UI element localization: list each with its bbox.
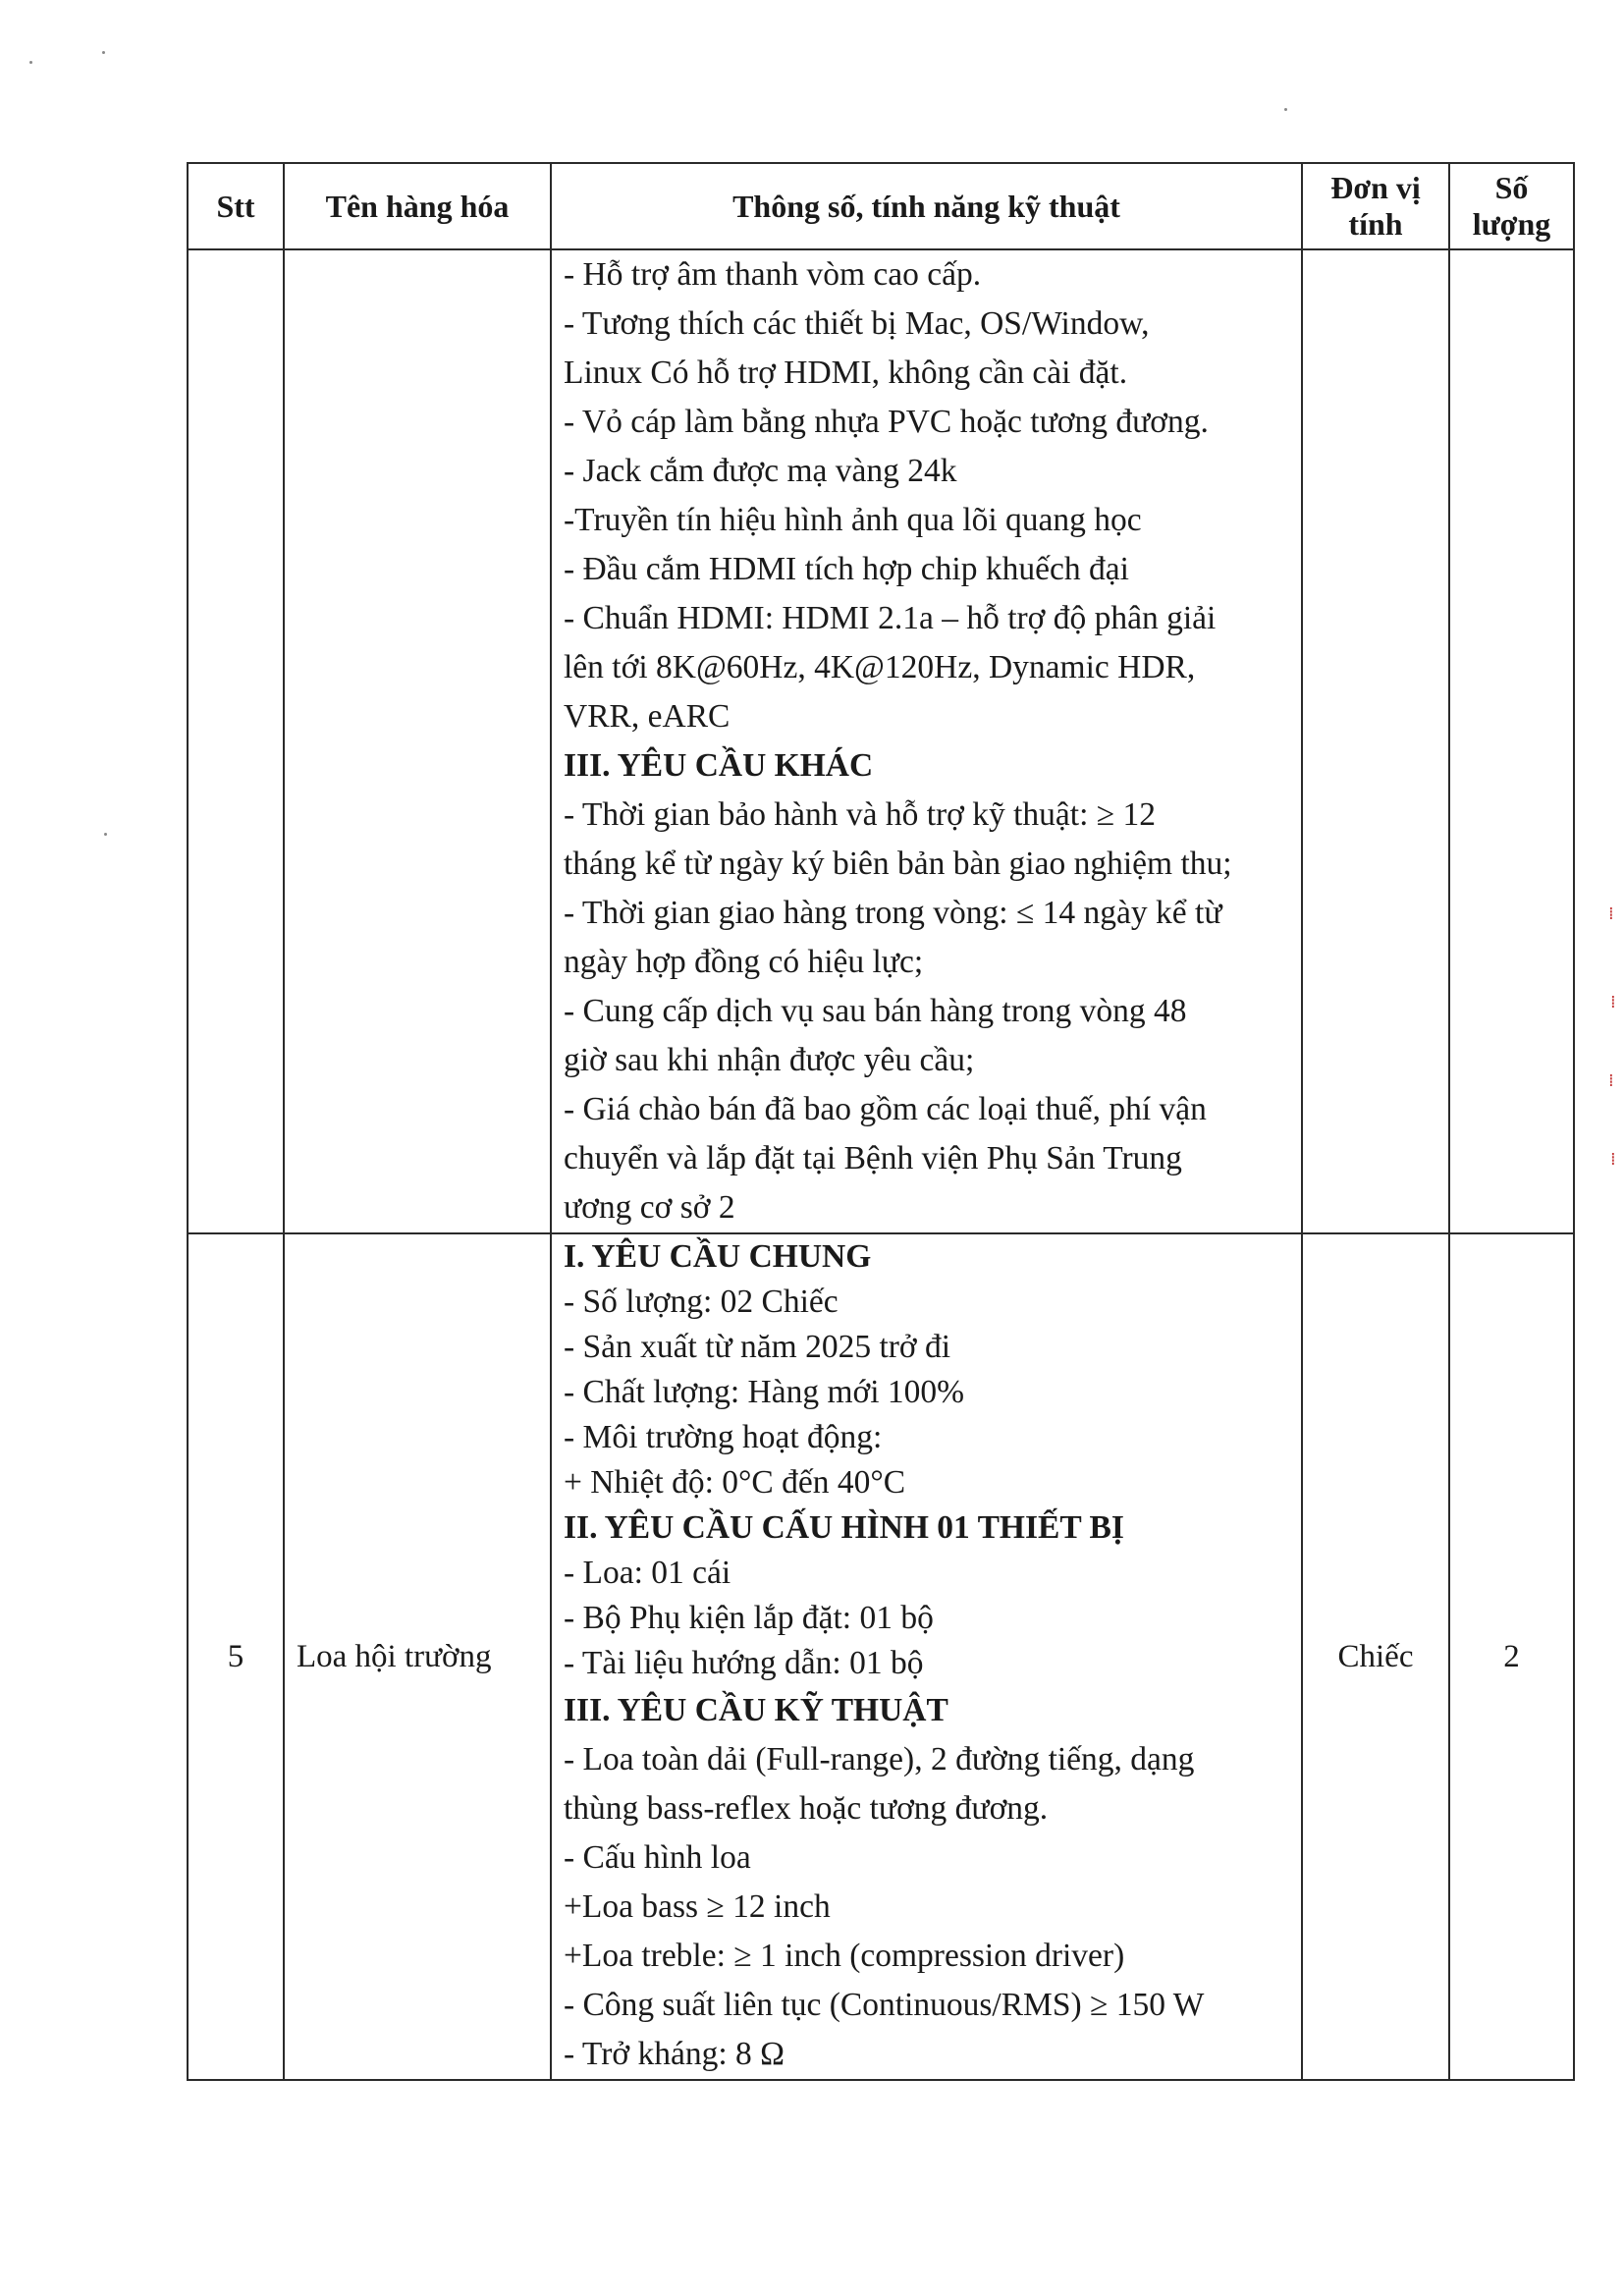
- row-spec: [551, 249, 1302, 1233]
- spec-line: - Chuẩn HDMI: HDMI 2.1a – hỗ trợ độ phân giải: [564, 600, 1217, 636]
- spec-line: - Jack cắm được mạ vàng 24k: [564, 453, 957, 489]
- header-qty: [1449, 163, 1574, 249]
- spec-line: - Thời gian giao hàng trong vòng: ≤ 14 ngày kể từ: [564, 895, 1222, 931]
- stamp-fragment: ⁞: [1610, 992, 1616, 1012]
- spec-line: - Thời gian bảo hành và hỗ trợ kỹ thuật: ≥ 12: [564, 796, 1157, 833]
- table-row: [188, 1233, 1574, 2080]
- row-spec: [551, 1233, 1302, 2080]
- stamp-fragment: ⁞: [1608, 1070, 1614, 1091]
- table-header-row: [188, 163, 1574, 249]
- row-item-name: Loa hội trường: [284, 1233, 551, 2080]
- spec-line: - Loa toàn dải (Full-range), 2 đường tiếng, dạng: [564, 1741, 1195, 1777]
- spec-line: - Vỏ cáp làm bằng nhựa PVC hoặc tương đương.: [564, 404, 1209, 440]
- scan-speck: [1284, 108, 1287, 111]
- row-stt: [188, 249, 284, 1233]
- spec-line: - Cấu hình loa: [564, 1839, 751, 1876]
- row-qty: [1449, 249, 1574, 1233]
- spec-line: - Công suất liên tục (Continuous/RMS) ≥ 150 W: [564, 1987, 1205, 2023]
- row-qty: 2: [1449, 1233, 1574, 2080]
- spec-line: - Loa: 01 cái: [564, 1555, 731, 1591]
- spec-line: + Nhiệt độ: 0°C đến 40°C: [564, 1464, 906, 1501]
- scan-speck: [102, 51, 105, 54]
- header-qty-line-2: lượng: [1472, 206, 1551, 242]
- spec-line: +Loa bass ≥ 12 inch: [564, 1888, 831, 1925]
- spec-line: - Giá chào bán đã bao gồm các loại thuế, phí vận: [564, 1091, 1207, 1127]
- spec-section-heading: I. YÊU CẦU CHUNG: [564, 1238, 872, 1275]
- spec-line: - Môi trường hoạt động:: [564, 1419, 883, 1455]
- row-item-name: [284, 249, 551, 1233]
- spec-section-heading: III. YÊU CẦU KHÁC: [564, 747, 874, 784]
- row-unit: Chiếc: [1302, 1233, 1449, 2080]
- spec-line: - Sản xuất từ năm 2025 trở đi: [564, 1329, 951, 1365]
- stamp-fragment: ⁞: [1608, 903, 1614, 924]
- spec-line: lên tới 8K@60Hz, 4K@120Hz, Dynamic HDR,: [564, 649, 1196, 685]
- header-name: Tên hàng hóa: [284, 163, 551, 249]
- spec-line: - Bộ Phụ kiện lắp đặt: 01 bộ: [564, 1600, 934, 1636]
- row-stt: 5: [188, 1233, 284, 2080]
- header-unit-line-2: tính: [1348, 206, 1403, 242]
- spec-line: thùng bass-reflex hoặc tương đương.: [564, 1790, 1049, 1827]
- table-row: [188, 249, 1574, 1233]
- header-qty-line-1: Số: [1494, 170, 1529, 205]
- spec-line: - Đầu cắm HDMI tích hợp chip khuếch đại: [564, 551, 1129, 587]
- stamp-fragment: ⁞: [1610, 1149, 1616, 1170]
- spec-line: - Trở kháng: 8 Ω: [564, 2036, 785, 2072]
- spec-table: [187, 162, 1575, 2081]
- spec-section-heading: III. YÊU CẦU KỸ THUẬT: [564, 1692, 948, 1728]
- spec-line: - Chất lượng: Hàng mới 100%: [564, 1374, 965, 1410]
- spec-line: +Loa treble: ≥ 1 inch (compression driver): [564, 1938, 1125, 1974]
- spec-line: - Tương thích các thiết bị Mac, OS/Window,: [564, 305, 1150, 342]
- spec-line: - Tài liệu hướng dẫn: 01 bộ: [564, 1645, 924, 1681]
- header-spec: Thông số, tính năng kỹ thuật: [551, 163, 1302, 249]
- scan-speck: [104, 833, 107, 836]
- spec-line: giờ sau khi nhận được yêu cầu;: [564, 1042, 975, 1078]
- row-unit: [1302, 249, 1449, 1233]
- scan-speck: [29, 61, 32, 64]
- header-unit-line-1: Đơn vị: [1330, 170, 1421, 205]
- spec-line: - Cung cấp dịch vụ sau bán hàng trong vòng 48: [564, 993, 1187, 1029]
- spec-line: ương cơ sở 2: [564, 1189, 735, 1226]
- spec-line: chuyển và lắp đặt tại Bệnh viện Phụ Sản Trung: [564, 1140, 1182, 1176]
- spec-line: tháng kể từ ngày ký biên bản bàn giao nghiệm thu;: [564, 846, 1232, 882]
- header-unit: [1302, 163, 1449, 249]
- spec-section-heading: II. YÊU CẦU CẤU HÌNH 01 THIẾT BỊ: [564, 1509, 1124, 1546]
- spec-line: - Hỗ trợ âm thanh vòm cao cấp.: [564, 256, 982, 293]
- spec-line: - Số lượng: 02 Chiếc: [564, 1284, 839, 1320]
- spec-line: ngày hợp đồng có hiệu lực;: [564, 944, 924, 980]
- spec-line: VRR, eARC: [564, 698, 731, 735]
- spec-line: Linux Có hỗ trợ HDMI, không cần cài đặt.: [564, 355, 1128, 391]
- spec-line: -Truyền tín hiệu hình ảnh qua lõi quang học: [564, 502, 1142, 538]
- header-stt: Stt: [188, 163, 284, 249]
